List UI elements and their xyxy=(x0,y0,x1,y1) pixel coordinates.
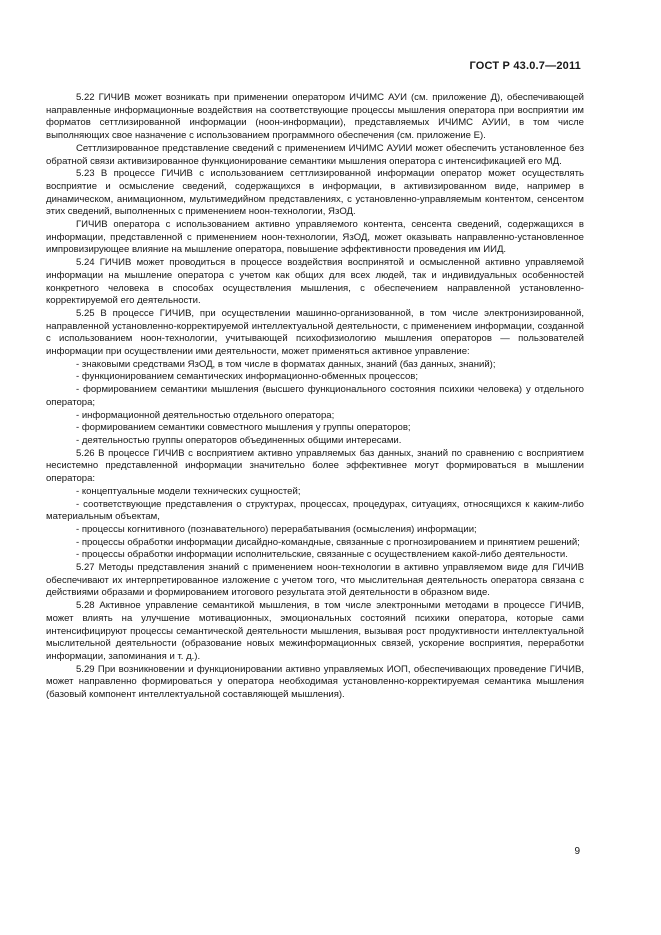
list-item: - концептуальные модели технических сущностей; xyxy=(76,485,301,497)
page-number: 9 xyxy=(574,846,580,857)
list-item: - деятельностью группы операторов объединенных общими интересами. xyxy=(76,434,402,446)
paragraph: 5.27 Методы представления знаний с применением ноон-технологии в активно управляемом виде для ГИЧИВ обеспечивают их интерпретированное изложение с учетом того, что мыслительная деятельность оператора связана с действиями образами и формированием итогового результата этой деятельности в образном виде. xyxy=(46,562,584,599)
list-item: - процессы обработки информации дисайдно-командные, связанные с прогнозированием и принятием решений; xyxy=(76,536,580,548)
list-item: - процессы обработки информации исполнительские, связанные с осуществлением какой-либо деятельности. xyxy=(76,549,568,561)
list-item: - процессы когнитивного (познавательного) перерабатывания (осмысления) информации; xyxy=(76,523,477,535)
paragraph: 5.29 При возникновении и функционировании активно управляемых ИОП, обеспечивающих проведение ГИЧИВ, может направленно формироваться у оператора необходимая установленно-корректируемая семантика мышления (базовый компонент интеллектуальной составляющей мышления). xyxy=(46,663,584,701)
paragraph: Сеттлизированное представление сведений с применением ИЧИМС АУИИ может обеспечить установленное без обратной связи активизированное функционирование семантики мышления оператора с интенсификацией его МД. xyxy=(46,142,584,167)
list-item: - функционированием семантических информационно-обменных процессов; xyxy=(76,371,418,383)
list-item: - соответствующие представления о структурах, процессах, процедурах, ситуациях, относящихся к каким-либо материальным объектам, xyxy=(46,498,584,523)
paragraph: 5.24 ГИЧИВ может проводиться в процессе воздействия воспринятой и осмысленной активно управляемой информации на мышление оператора с учетом как общих для всех людей, так и индивидуальных особенностей конкретного человека в способах осуществления мышления, с обеспечением направленной установленно-корректируемой его деятельности. xyxy=(46,257,584,307)
paragraph: 5.26 В процессе ГИЧИВ с восприятием активно управляемых баз данных, знаний по сравнению с восприятием несистемно представленной информации значительно более эффективнее могут формироваться в мышлении оператора: xyxy=(46,447,584,485)
list-item: - формированием семантики мышления (высшего функционального состояния психики человека) у отдельного оператора; xyxy=(46,384,584,408)
list-item: - знаковыми средствами ЯзОД, в том числе в форматах данных, знаний (баз данных, знаний); xyxy=(76,358,496,370)
paragraph: 5.28 Активное управление семантикой мышления, в том числе электронными методами в процессе ГИЧИВ, может влиять на улучшение мотивационных, эмоциональных состояний психики оператора, которые сами интенсифицируют процессы семантической деятельности мышления, вызывая рост продуктивности интеллектуальной мыслительной деятельности (образование новых межинформационных связей, ускорение восприятия, переработки информации, запоминания и т. д.). xyxy=(46,600,584,662)
list-item: - информационной деятельностью отдельного оператора; xyxy=(76,409,335,421)
standard-header: ГОСТ Р 43.0.7—2011 xyxy=(469,60,581,72)
list-item: - формированием семантики совместного мышления у группы операторов; xyxy=(76,422,411,434)
paragraph: 5.23 В процессе ГИЧИВ с использованием сеттлизированной информации оператор может осуществлять восприятие и осмысление сведений, содержащихся в информации, в активизированном виде, например в динамическом, анимационном, мультимедийном представлениях, с установленно-управляемым контентом, сенсентом этих сведений, выполненных с применением ноон-технологии, ЯзОД. xyxy=(46,168,584,218)
paragraph: 5.22 ГИЧИВ может возникать при применении оператором ИЧИМС АУИ (см. приложение Д), обеспечивающей направленные информационные воздействия на соответствующие процессы мышления оператора при восприятии им форматов сеттлизированной информации (ноон-информации), представляемых ИЧИМС АУИИ, в том числе выполняющих свое назначение с использованием программного обеспечения (см. приложение Е). xyxy=(46,92,584,142)
document-body xyxy=(46,92,584,702)
paragraph: ГИЧИВ оператора с использованием активно управляемого контента, сенсента сведений, содержащихся в информации, представленной с применением ноон-технологии, ЯзОД, может оказывать направленно-установленное импровизирующее влияние на мышление оператора, повышение эффективности проведения им ИИД. xyxy=(46,219,584,256)
paragraph: 5.25 В процессе ГИЧИВ, при осуществлении машинно-организованной, в том числе электронизированной, направленной установленно-корректируемой интеллектуальной деятельности, с применением информации, созданной с использованием ноон-технологии, учитывающей психофизиологию мышления операторов — пользователей информации при осуществлении ими деятельности, может применяться активное управление: xyxy=(46,307,584,358)
